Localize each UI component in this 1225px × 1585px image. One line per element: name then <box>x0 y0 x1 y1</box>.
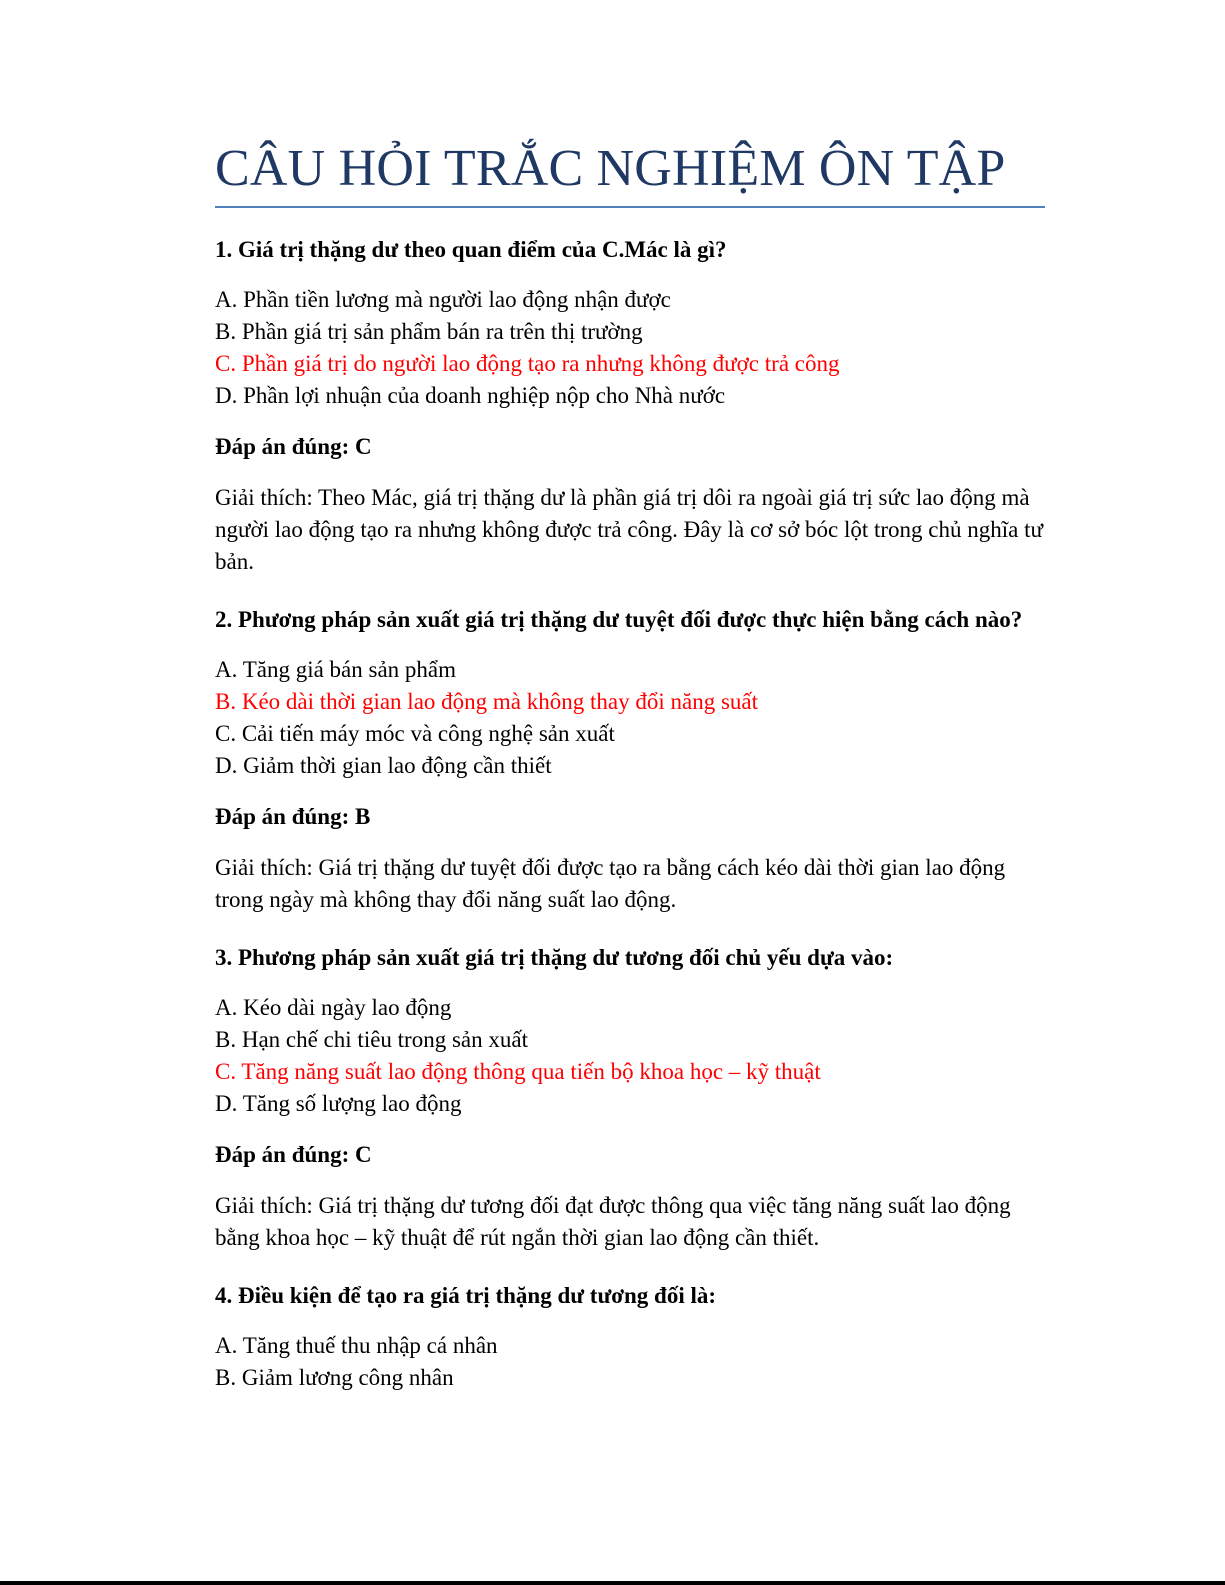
option-c: C. Phần giá trị do người lao động tạo ra nhưng không được trả công <box>215 351 840 377</box>
page-title: CÂU HỎI TRẮC NGHIỆM ÔN TẬP <box>215 138 1045 208</box>
option-b: B. Kéo dài thời gian lao động mà không thay đổi năng suất <box>215 689 758 715</box>
question-block <box>215 234 1045 578</box>
option-d: D. Tăng số lượng lao động <box>215 1091 462 1117</box>
question-text: 1. Giá trị thặng dư theo quan điểm của C.Mác là gì? <box>215 237 727 263</box>
explanation: Giải thích: Giá trị thặng dư tuyệt đối được tạo ra bằng cách kéo dài thời gian lao động trong ngày mà không thay đổi năng suất lao động. <box>215 855 1006 913</box>
document-page <box>215 138 1045 1394</box>
question-block <box>215 604 1045 916</box>
option-d: D. Phần lợi nhuận của doanh nghiệp nộp cho Nhà nước <box>215 383 726 409</box>
options-list <box>215 992 1045 1120</box>
correct-answer: Đáp án đúng: C <box>215 1142 372 1168</box>
option-a: A. Phần tiền lương mà người lao động nhận được <box>215 287 671 313</box>
option-a: A. Tăng giá bán sản phẩm <box>215 657 457 683</box>
option-c: C. Tăng năng suất lao động thông qua tiến bộ khoa học – kỹ thuật <box>215 1059 821 1085</box>
explanation: Giải thích: Theo Mác, giá trị thặng dư là phần giá trị dôi ra ngoài giá trị sức lao động mà người lao động tạo ra nhưng không được trả công. Đây là cơ sở bóc lột trong chủ nghĩa tư bản. <box>215 485 1043 575</box>
option-b: B. Giảm lương công nhân <box>215 1365 454 1391</box>
explanation: Giải thích: Giá trị thặng dư tương đối đạt được thông qua việc tăng năng suất lao động bằng khoa học – kỹ thuật để rút ngắn thời gian lao động cần thiết. <box>215 1193 1011 1251</box>
question-text: 4. Điều kiện để tạo ra giá trị thặng dư tương đối là: <box>215 1283 717 1309</box>
correct-answer: Đáp án đúng: C <box>215 434 372 460</box>
option-a: A. Kéo dài ngày lao động <box>215 995 452 1021</box>
options-list <box>215 1330 1045 1394</box>
correct-answer: Đáp án đúng: B <box>215 804 371 830</box>
option-b: B. Phần giá trị sản phẩm bán ra trên thị trường <box>215 319 643 345</box>
question-block <box>215 942 1045 1254</box>
question-text: 3. Phương pháp sản xuất giá trị thặng dư tương đối chủ yếu dựa vào: <box>215 945 894 971</box>
page-bottom-divider <box>0 1581 1225 1585</box>
question-text: 2. Phương pháp sản xuất giá trị thặng dư tuyệt đối được thực hiện bằng cách nào? <box>215 607 1023 633</box>
option-a: A. Tăng thuế thu nhập cá nhân <box>215 1333 498 1359</box>
option-d: D. Giảm thời gian lao động cần thiết <box>215 753 552 779</box>
option-c: C. Cải tiến máy móc và công nghệ sản xuất <box>215 721 615 747</box>
option-b: B. Hạn chế chi tiêu trong sản xuất <box>215 1027 528 1053</box>
question-block <box>215 1280 1045 1394</box>
options-list <box>215 284 1045 412</box>
options-list <box>215 654 1045 782</box>
